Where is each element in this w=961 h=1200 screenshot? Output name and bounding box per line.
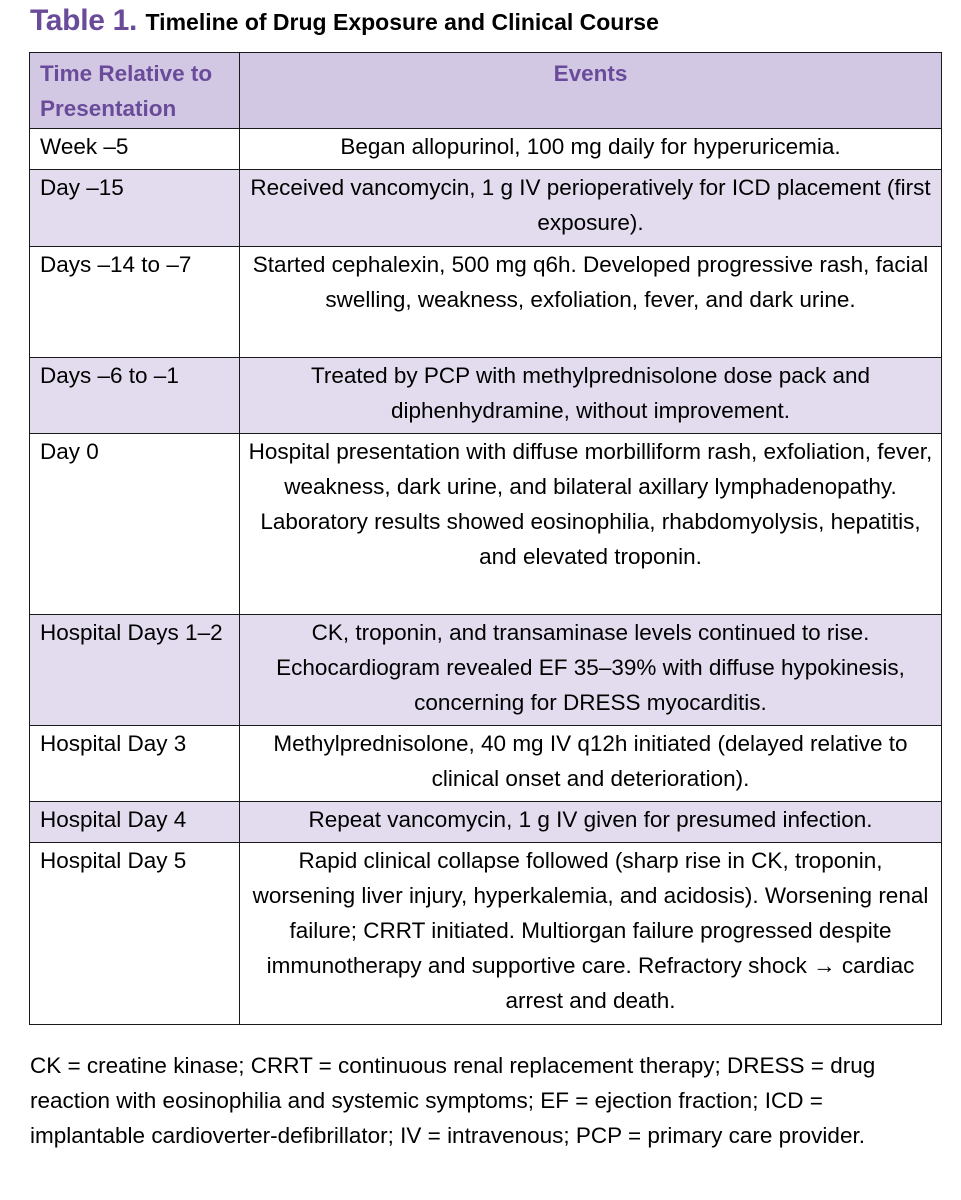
table-row	[30, 615, 942, 726]
row-event: Received vancomycin, 1 g IV perioperatively for ICD placement (first exposure).	[240, 170, 942, 247]
row-time: Hospital Day 4	[30, 802, 240, 843]
table-row	[30, 129, 942, 170]
row-event: Hospital presentation with diffuse morbilliform rash, exfoliation, fever, weakness, dark urine, and bilateral axillary lymphadenopathy. Laboratory results showed eosinophilia, rhabdomyolysis, hepatitis, and elevated troponin.	[240, 434, 942, 615]
row-time: Hospital Days 1–2	[30, 615, 240, 726]
table-row	[30, 843, 942, 1025]
table-row	[30, 247, 942, 358]
row-time: Day –15	[30, 170, 240, 247]
table-title: Timeline of Drug Exposure and Clinical Course	[145, 9, 659, 35]
row-event: Started cephalexin, 500 mg q6h. Developed progressive rash, facial swelling, weakness, exfoliation, fever, and dark urine.	[240, 247, 942, 358]
row-time: Hospital Day 5	[30, 843, 240, 1025]
row-time: Week –5	[30, 129, 240, 170]
header-time-relative: Time Relative to Presentation	[30, 53, 240, 129]
row-time: Day 0	[30, 434, 240, 615]
row-time: Days –14 to –7	[30, 247, 240, 358]
row-event: Repeat vancomycin, 1 g IV given for presumed infection.	[240, 802, 942, 843]
table-caption	[30, 4, 659, 38]
table-header-row	[30, 53, 942, 129]
table-label: Table 1.	[30, 4, 138, 37]
table-row	[30, 726, 942, 802]
row-time: Hospital Day 3	[30, 726, 240, 802]
table-row	[30, 358, 942, 434]
row-event: Methylprednisolone, 40 mg IV q12h initiated (delayed relative to clinical onset and deterioration).	[240, 726, 942, 802]
table-row	[30, 802, 942, 843]
table-footnote: CK = creatine kinase; CRRT = continuous renal replacement therapy; DRESS = drug reaction with eosinophilia and systemic symptoms; EF = ejection fraction; ICD = implantable cardioverter-defibrillator; IV = intravenous; PCP = primary care provider.	[30, 1053, 876, 1148]
row-time: Days –6 to –1	[30, 358, 240, 434]
table-row	[30, 170, 942, 247]
row-event: CK, troponin, and transaminase levels continued to rise. Echocardiogram revealed EF 35–39% with diffuse hypokinesis, concerning for DRESS myocarditis.	[240, 615, 942, 726]
timeline-table	[29, 52, 942, 1025]
row-event: Treated by PCP with methylprednisolone dose pack and diphenhydramine, without improvement.	[240, 358, 942, 434]
table-row	[30, 434, 942, 615]
header-events: Events	[240, 53, 942, 129]
row-event: Began allopurinol, 100 mg daily for hyperuricemia.	[240, 129, 942, 170]
row-event: Rapid clinical collapse followed (sharp rise in CK, troponin, worsening liver injury, hyperkalemia, and acidosis). Worsening renal failure; CRRT initiated. Multiorgan failure progressed despite immunotherapy and supportive care. Refractory shock → cardiac arrest and death.	[240, 843, 942, 1025]
